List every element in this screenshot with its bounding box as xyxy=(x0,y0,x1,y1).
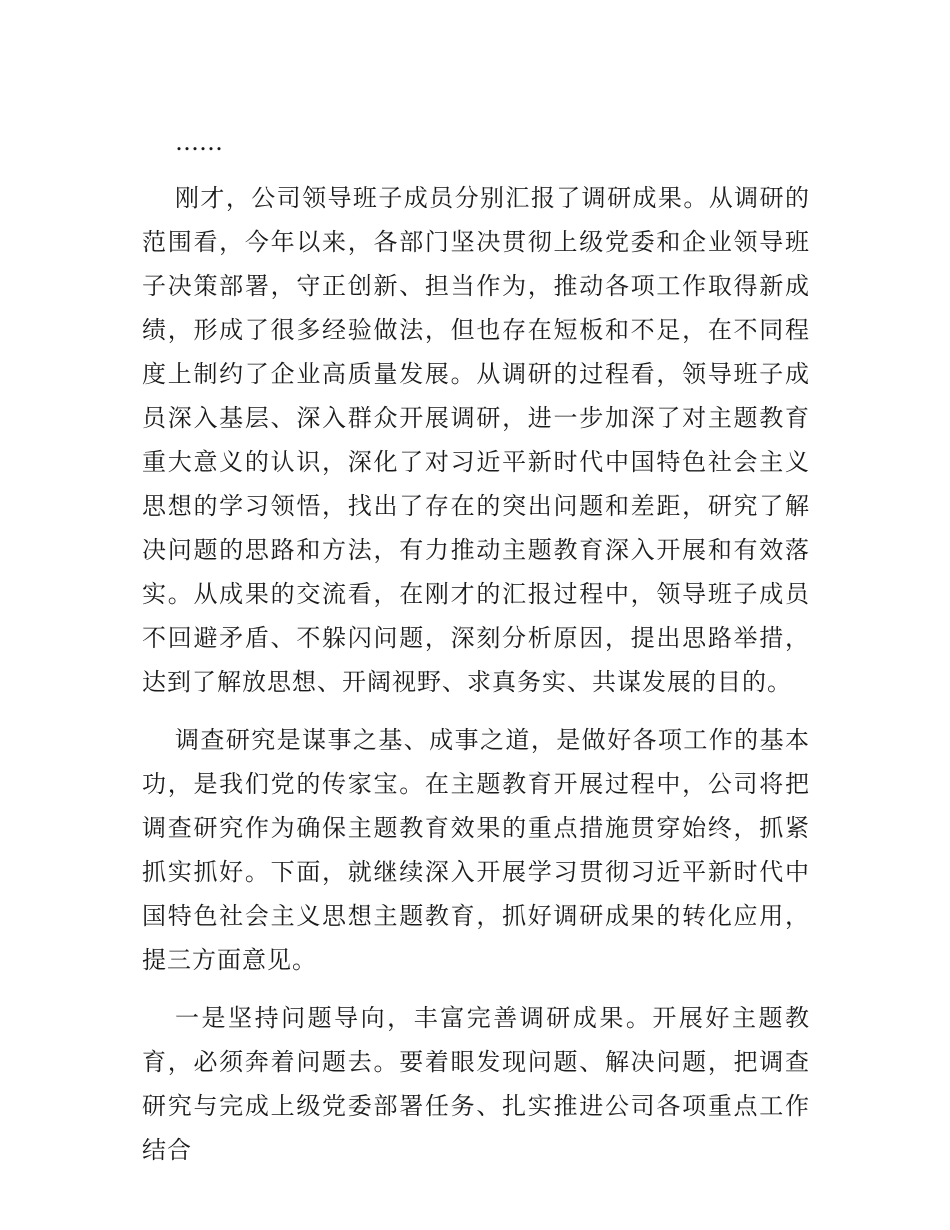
paragraph-importance-of-research: 调查研究是谋事之基、成事之道，是做好各项工作的基本功，是我们党的传家宝。在主题教育开展过程中，公司将把调查研究作为确保主题教育效果的重点措施贯穿始终，抓紧抓实抓好。下面，就继续深入开展学习贯彻习近平新时代中国特色社会主义思想主题教育，抓好调研成果的转化应用，提三方面意见。 xyxy=(142,726,810,974)
document-page xyxy=(142,120,810,1186)
paragraph-review-of-findings: 刚才，公司领导班子成员分别汇报了调研成果。从调研的范围看，今年以来，各部门坚决贯彻上级党委和企业领导班子决策部署，守正创新、担当作为，推动各项工作取得新成绩，形成了很多经验做法，但也存在短板和不足，在不同程度上制约了企业高质量发展。从调研的过程看，领导班子成员深入基层、深入群众开展调研，进一步加深了对主题教育重大意义的认识，深化了对习近平新时代中国特色社会主义思想的学习领悟，找出了存在的突出问题和差距，研究了解决问题的思路和方法，有力推动主题教育深入开展和有效落实。从成果的交流看，在刚才的汇报过程中，领导班子成员不回避矛盾、不躲闪问题，深刻分析原因，提出思路举措，达到了解放思想、开阔视野、求真务实、共谋发展的目的。 xyxy=(142,184,810,696)
paragraph-point-one: 一是坚持问题导向，丰富完善调研成果。开展好主题教育，必须奔着问题去。要着眼发现问题、解决问题，把调查研究与完成上级党委部署任务、扎实推进公司各项重点工作结合 xyxy=(142,1004,810,1164)
ellipsis-line: …… xyxy=(175,128,223,156)
